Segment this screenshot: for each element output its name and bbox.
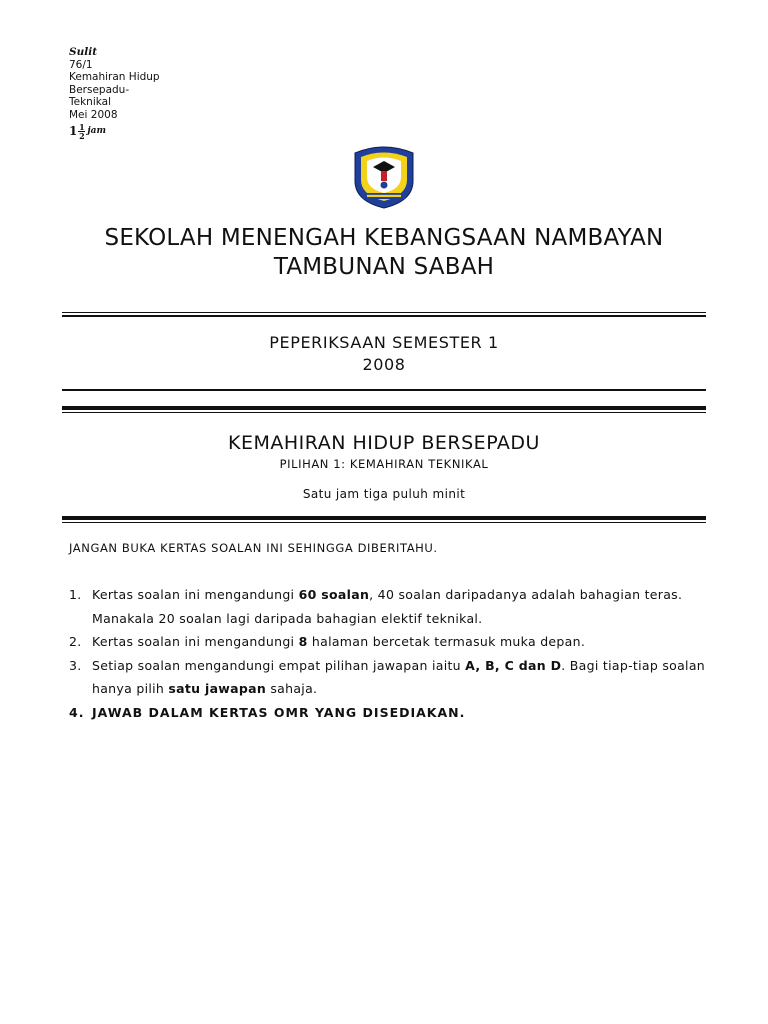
paper-date: Mei 2008 [69,108,118,121]
instruction-text: Setiap soalan mengandungi empat pilihan jawapan iaitu [92,657,466,673]
subject-title: KEMAHIRAN HIDUP BERSEPADU [228,432,540,454]
divider-bottom-thin [62,522,706,523]
exam-duration: Satu jam tiga puluh minit [302,487,466,501]
school-name [0,224,768,282]
paper-subject-line3: Teknikal [69,96,111,108]
confidential-label: Sulit [69,46,98,58]
instruction-item [69,701,709,725]
instruction-number: 3. [69,657,82,673]
divider-mid-2-thin [62,412,706,413]
instruction-text: . Bagi tiap-tiap soalan hanya pilih [92,657,706,696]
instruction-emphasis: 60 soalan [298,587,370,602]
instruction-item [69,630,709,654]
instruction-number: 1. [69,587,82,602]
paper-info [69,46,160,140]
duration-denominator: 2 [79,131,85,141]
paper-duration [69,123,160,140]
duration-numerator: 1 [79,122,85,132]
divider-bottom-thick [62,516,706,520]
divider-top-thin [62,312,706,313]
instruction-item [69,654,709,701]
school-name-line2: TAMBUNAN SABAH [273,254,495,280]
exam-year: 2008 [362,355,406,374]
instruction-number: 4. [69,704,85,720]
paper-code: 76/1 [69,58,93,71]
duration-whole: 1 [69,124,78,139]
school-crest-logo [351,143,417,209]
duration-fraction [78,123,85,140]
instructions-list [69,583,709,724]
divider-top-thick [62,315,706,317]
divider-mid-2-thick [62,406,706,410]
instruction-text: sahaja. [266,681,318,696]
instruction-text: Kertas soalan ini mengandungi [92,587,299,602]
exam-name: PEPERIKSAAN SEMESTER 1 [269,333,499,352]
instruction-text: , 40 soalan daripadanya adalah bahagian teras. Manakala 20 soalan lagi daripada bahagian elektif teknikal. [92,587,683,626]
instruction-text: halaman bercetak termasuk muka depan. [307,634,586,649]
subject-option: PILIHAN 1: KEMAHIRAN TEKNIKAL [279,457,489,471]
instruction-number: 2. [69,634,82,649]
instruction-emphasis: satu jawapan [168,681,267,696]
instruction-emphasis: 8 [298,634,308,649]
instruction-text: JAWAB DALAM KERTAS OMR YANG DISEDIAKAN. [92,704,466,720]
instruction-item [69,583,709,630]
duration-unit: jam [87,126,106,137]
paper-subject-line1: Kemahiran Hidup [69,71,160,83]
paper-subject-line2: Bersepadu- [69,83,130,96]
school-name-line1: SEKOLAH MENENGAH KEBANGSAAN NAMBAYAN [104,225,664,251]
divider-mid-1 [62,389,706,391]
instruction-text: Kertas soalan ini mengandungi [92,634,299,649]
instruction-emphasis: A, B, C dan D [465,657,562,673]
warning-text: JANGAN BUKA KERTAS SOALAN INI SEHINGGA DIBERITAHU. [69,541,438,555]
exam-title [0,332,768,376]
